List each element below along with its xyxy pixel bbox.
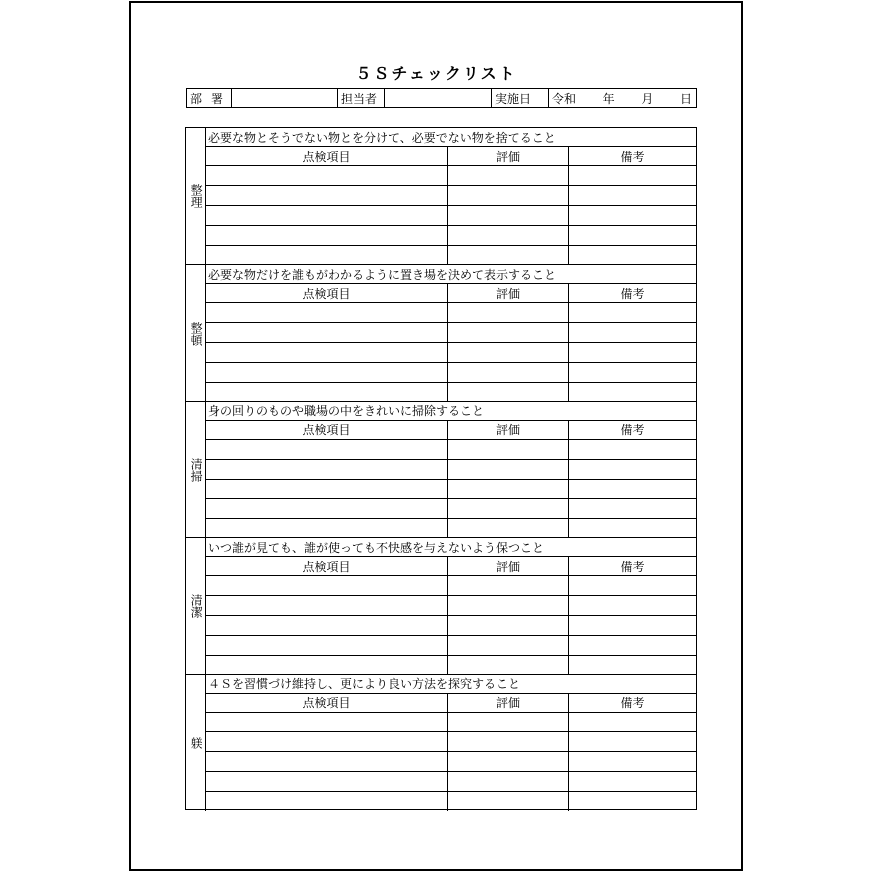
remarks-cell[interactable] (569, 440, 696, 459)
table-row (206, 713, 696, 733)
inspection-item-cell[interactable] (206, 636, 448, 655)
remarks-cell[interactable] (569, 480, 696, 499)
category-label: 清潔 (186, 538, 206, 674)
table-row (206, 363, 696, 383)
inspection-item-cell[interactable] (206, 206, 448, 225)
date-field[interactable] (549, 89, 696, 107)
evaluation-column-header: 評価 (448, 557, 569, 575)
table-row (206, 440, 696, 460)
evaluation-cell[interactable] (448, 636, 569, 655)
table-row (206, 499, 696, 519)
remarks-cell[interactable] (569, 752, 696, 771)
remarks-cell[interactable] (569, 499, 696, 518)
evaluation-column-header: 評価 (448, 421, 569, 439)
remarks-cell[interactable] (569, 656, 696, 675)
remarks-cell[interactable] (569, 363, 696, 382)
evaluation-cell[interactable] (448, 713, 569, 732)
column-header-row (206, 421, 696, 440)
item-column-header: 点検項目 (206, 694, 448, 712)
table-row (206, 596, 696, 616)
evaluation-cell[interactable] (448, 792, 569, 811)
checklist-table (185, 127, 697, 810)
evaluation-cell[interactable] (448, 323, 569, 342)
table-row (206, 186, 696, 206)
remarks-cell[interactable] (569, 636, 696, 655)
inspection-item-cell[interactable] (206, 343, 448, 362)
inspection-item-cell[interactable] (206, 440, 448, 459)
checklist-section (186, 401, 696, 538)
table-row (206, 732, 696, 752)
remarks-cell[interactable] (569, 460, 696, 479)
remarks-cell[interactable] (569, 206, 696, 225)
column-header-row (206, 557, 696, 576)
evaluation-column-header: 評価 (448, 694, 569, 712)
checklist-section (186, 674, 696, 811)
item-column-header: 点検項目 (206, 147, 448, 165)
table-row (206, 616, 696, 636)
evaluation-cell[interactable] (448, 752, 569, 771)
remarks-cell[interactable] (569, 383, 696, 402)
table-row (206, 383, 696, 402)
remarks-column-header: 備考 (620, 559, 645, 574)
evaluation-column-header: 評価 (448, 284, 569, 302)
evaluation-cell[interactable] (448, 383, 569, 402)
table-row (206, 226, 696, 246)
inspection-item-cell[interactable] (206, 596, 448, 615)
inspection-item-cell[interactable] (206, 226, 448, 245)
inspection-item-cell[interactable] (206, 383, 448, 402)
table-row (206, 792, 696, 811)
evaluation-cell[interactable] (448, 186, 569, 205)
section-goal: 必要な物とそうでない物とを分けて、必要でない物を捨てること (206, 128, 696, 147)
table-row (206, 656, 696, 675)
person-in-charge-field[interactable] (385, 89, 492, 107)
remarks-cell[interactable] (569, 303, 696, 322)
page-title: ５Ｓチェックリスト (355, 64, 517, 83)
department-field[interactable] (232, 89, 338, 107)
inspection-item-cell[interactable] (206, 499, 448, 518)
table-row (206, 480, 696, 500)
day-label: 日 (679, 91, 692, 106)
remarks-column-header: 備考 (620, 149, 645, 164)
era-label: 令和 (552, 91, 577, 106)
inspection-item-cell[interactable] (206, 246, 448, 265)
checklist-section (186, 537, 696, 674)
remarks-cell[interactable] (569, 519, 696, 538)
remarks-cell[interactable] (569, 323, 696, 342)
inspection-item-cell[interactable] (206, 480, 448, 499)
section-body (206, 538, 696, 674)
evaluation-cell[interactable] (448, 576, 569, 595)
section-body (206, 128, 696, 264)
table-row (206, 636, 696, 656)
column-header-row (206, 284, 696, 303)
remarks-cell[interactable] (569, 186, 696, 205)
evaluation-cell[interactable] (448, 480, 569, 499)
table-row (206, 303, 696, 323)
department-label: 部署 (187, 89, 232, 107)
inspection-item-cell[interactable] (206, 519, 448, 538)
remarks-column-header: 備考 (620, 286, 645, 301)
inspection-item-cell[interactable] (206, 732, 448, 751)
evaluation-cell[interactable] (448, 166, 569, 185)
category-label: 整頓 (186, 265, 206, 401)
remarks-cell[interactable] (569, 713, 696, 732)
inspection-item-cell[interactable] (206, 656, 448, 675)
evaluation-cell[interactable] (448, 343, 569, 362)
column-header-row (206, 694, 696, 713)
evaluation-cell[interactable] (448, 440, 569, 459)
item-column-header: 点検項目 (206, 421, 448, 439)
evaluation-cell[interactable] (448, 772, 569, 791)
evaluation-column-header: 評価 (448, 147, 569, 165)
section-goal: ４Ｓを習慣づけ維持し、更により良い方法を探究すること (206, 675, 696, 694)
inspection-item-cell[interactable] (206, 186, 448, 205)
remarks-cell[interactable] (569, 343, 696, 362)
inspection-item-cell[interactable] (206, 363, 448, 382)
section-goal: 必要な物だけを誰もがわかるように置き場を決めて表示すること (206, 265, 696, 284)
remarks-cell[interactable] (569, 792, 696, 811)
table-row (206, 323, 696, 343)
evaluation-cell[interactable] (448, 226, 569, 245)
month-label: 月 (641, 91, 654, 106)
header-info-table (186, 88, 697, 108)
table-row (206, 576, 696, 596)
evaluation-cell[interactable] (448, 616, 569, 635)
table-row (206, 206, 696, 226)
evaluation-cell[interactable] (448, 732, 569, 751)
table-row (206, 460, 696, 480)
section-body (206, 402, 696, 538)
checklist-section (186, 128, 696, 264)
evaluation-cell[interactable] (448, 656, 569, 675)
evaluation-cell[interactable] (448, 206, 569, 225)
remarks-cell[interactable] (569, 732, 696, 751)
inspection-item-cell[interactable] (206, 616, 448, 635)
remarks-cell[interactable] (569, 246, 696, 265)
section-body (206, 265, 696, 401)
column-header-row (206, 147, 696, 166)
year-label: 年 (602, 91, 615, 106)
evaluation-cell[interactable] (448, 363, 569, 382)
inspection-item-cell[interactable] (206, 460, 448, 479)
section-goal: 身の回りのものや職場の中をきれいに掃除すること (206, 402, 696, 421)
table-row (206, 343, 696, 363)
remarks-cell[interactable] (569, 226, 696, 245)
evaluation-cell[interactable] (448, 519, 569, 538)
table-row (206, 772, 696, 792)
person-in-charge-label: 担当者 (338, 89, 385, 107)
checklist-section (186, 264, 696, 401)
inspection-item-cell[interactable] (206, 166, 448, 185)
table-row (206, 519, 696, 538)
inspection-item-cell[interactable] (206, 323, 448, 342)
remarks-cell[interactable] (569, 166, 696, 185)
section-body (206, 675, 696, 811)
table-row (206, 166, 696, 186)
section-goal: いつ誰が見ても、誰が使っても不快感を与えないよう保つこと (206, 538, 696, 557)
evaluation-cell[interactable] (448, 460, 569, 479)
inspection-item-cell[interactable] (206, 772, 448, 791)
inspection-item-cell[interactable] (206, 303, 448, 322)
category-label: 清掃 (186, 402, 206, 538)
remarks-column-header: 備考 (620, 423, 645, 438)
inspection-item-cell[interactable] (206, 713, 448, 732)
inspection-item-cell[interactable] (206, 752, 448, 771)
evaluation-cell[interactable] (448, 499, 569, 518)
inspection-item-cell[interactable] (206, 576, 448, 595)
table-row (206, 752, 696, 772)
evaluation-cell[interactable] (448, 596, 569, 615)
table-row (206, 246, 696, 265)
date-label: 実施日 (492, 89, 549, 107)
evaluation-cell[interactable] (448, 303, 569, 322)
remarks-cell[interactable] (569, 772, 696, 791)
remarks-cell[interactable] (569, 596, 696, 615)
category-label: 整理 (186, 128, 206, 264)
remarks-column-header: 備考 (620, 696, 645, 711)
category-label: 躾 (186, 675, 206, 811)
remarks-cell[interactable] (569, 616, 696, 635)
item-column-header: 点検項目 (206, 557, 448, 575)
remarks-cell[interactable] (569, 576, 696, 595)
item-column-header: 点検項目 (206, 284, 448, 302)
evaluation-cell[interactable] (448, 246, 569, 265)
form-page (129, 1, 743, 871)
inspection-item-cell[interactable] (206, 792, 448, 811)
